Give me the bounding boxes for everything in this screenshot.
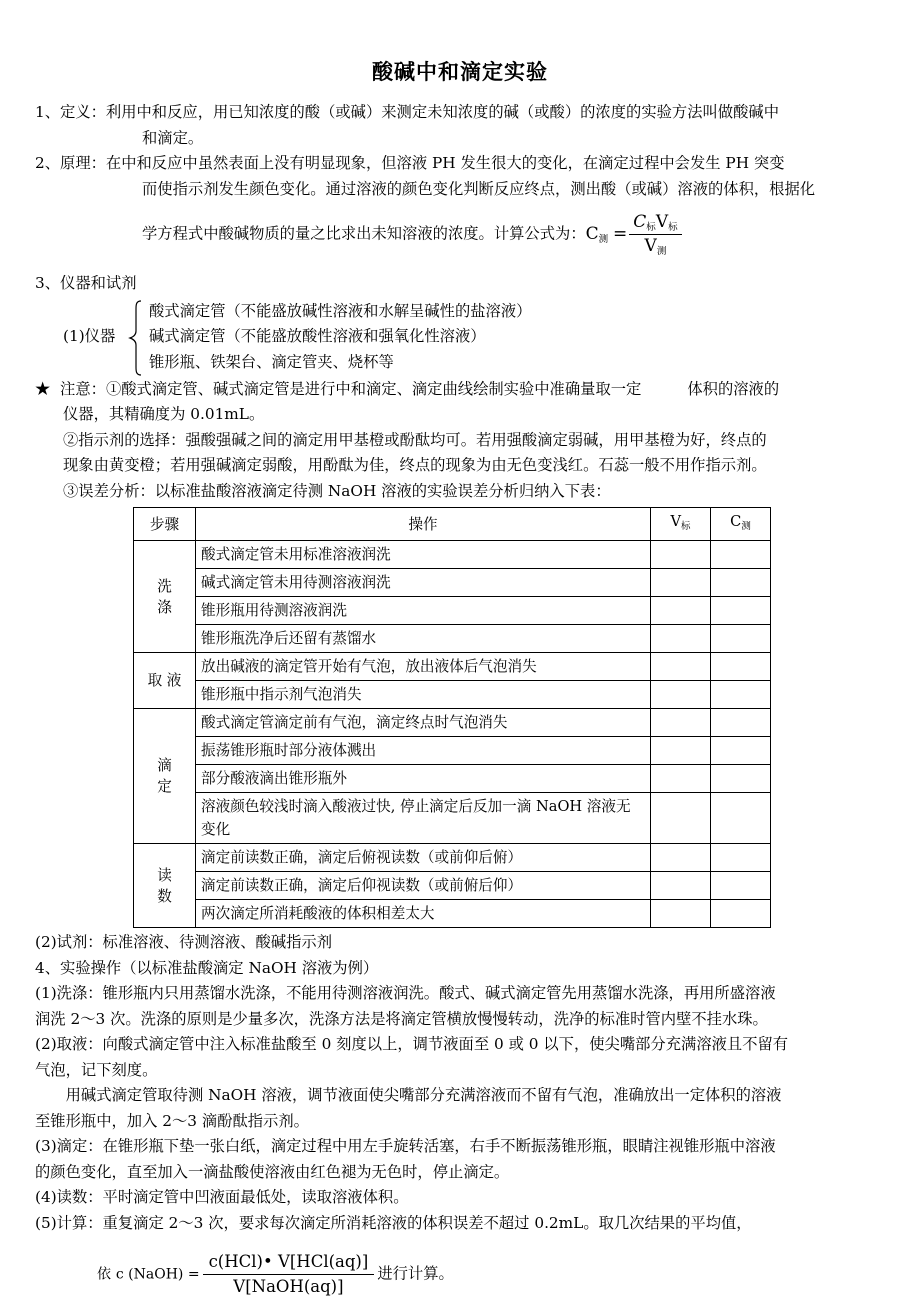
final-formula-prefix: 依 [97,1266,111,1283]
c-value-cell [711,793,771,844]
principle-line-2: 而使指示剂发生颜色变化。通过溶液的颜色变化判断反应终点，测出酸（或碱）溶液的体积，根据化 [142,179,816,198]
error-analysis-table [133,507,771,928]
note-1-text-a: 注意：①酸式滴定管、碱式滴定管是进行中和滴定、滴定曲线绘制实验中准确量取一定 [60,379,642,398]
v-value-cell [651,681,711,709]
final-formula-suffix: 进行计算。 [377,1264,454,1283]
operation-cell: 酸式滴定管未用标准溶液润洗 [196,541,651,569]
table-row [134,569,771,597]
table-row [134,900,771,928]
step-cell-washing: 洗涤 [134,541,196,653]
step-cell-titration: 滴定 [134,709,196,844]
step-sampling-line-2: 气泡，记下刻度。 [35,1060,158,1079]
operation-cell: 部分酸液滴出锥形瓶外 [196,765,651,793]
document-body [0,100,920,1297]
step-sampling-line-1: (2)取液：向酸式滴定管中注入标准盐酸至 0 刻度以上，调节液面至 0 或 0 以下，使尖嘴部分充满溶液且不留有 [35,1035,789,1054]
step-titration-line-1: (3)滴定：在锥形瓶下垫一张白纸，滴定过程中用左手旋转活塞，右手不断振荡锥形瓶，眼睛注视锥形瓶中溶液 [35,1137,776,1156]
note-item-1 [35,377,892,403]
formula-equals: = [613,223,628,244]
table-header-row [134,508,771,541]
step-sampling-line-4: 至锥形瓶中，加入 2～3 滴酚酞指示剂。 [35,1111,309,1130]
step-sampling-line-3: 用碱式滴定管取待测 NaOH 溶液，调节液面使尖嘴部分充满溶液而不留有气泡，准确放出一定体积的溶液 [65,1086,782,1105]
v-value-cell [651,844,711,872]
section-experiment-steps [35,956,892,1297]
c-value-cell [711,653,771,681]
note-item-2-line-1: ②指示剂的选择：强酸强碱之间的滴定用甲基橙或酚酞均可。若用强酸滴定弱碱，用甲基橙为好，终点的 [63,430,767,449]
principle-line-1: 2、原理：在中和反应中虽然表面上没有明显现象，但溶液 PH 发生很大的变化，在滴定过程中会发生 PH 突变 [35,154,785,172]
definition-line-2: 和滴定。 [142,128,204,147]
note-1-text-b: 体积的溶液的 [687,379,780,398]
c-value-cell [711,541,771,569]
apparatus-items-list [144,299,892,376]
left-curly-brace-icon [128,299,144,377]
table-row [134,765,771,793]
definition-line-1: 1、定义：利用中和反应，用已知浓度的酸（或碱）来测定未知浓度的碱（或酸）的浓度的实验方法叫做酸碱中 [35,103,779,121]
apparatus-item-others: 锥形瓶、铁架台、滴定管夹、烧杯等 [149,352,394,371]
operation-cell: 滴定前读数正确，滴定后仰视读数（或前俯后仰） [196,872,651,900]
section-definition [35,100,892,151]
step-titration-line-2: 的颜色变化，直至加入一滴盐酸使溶液由红色褪为无色时，停止滴定。 [35,1162,510,1181]
final-calculation-formula [35,1252,892,1297]
step-cell-reading: 读数 [134,844,196,928]
c-value-cell [711,681,771,709]
apparatus-heading: 3、仪器和试剂 [35,274,137,293]
formula-lhs: $C_测$ [585,223,609,245]
page-title: 酸碱中和滴定实验 [372,59,548,84]
header-step: 步骤 [134,508,196,541]
fraction-denominator: $V_测$ [644,236,667,258]
c-value-cell [711,737,771,765]
operation-cell: 溶液颜色较浅时滴入酸液过快, 停止滴定后反加一滴 NaOH 溶液无变化 [196,793,651,844]
experiment-heading: 4、实验操作（以标准盐酸滴定 NaOH 溶液为例） [35,958,379,977]
v-value-cell [651,765,711,793]
c-value-cell [711,900,771,928]
c-value-cell [711,625,771,653]
operation-cell: 滴定前读数正确，滴定后俯视读数（或前仰后俯） [196,844,651,872]
v-value-cell [651,541,711,569]
final-denominator: V[NaOH(aq)] [233,1277,344,1297]
table-row [134,541,771,569]
apparatus-item-base-burette: 碱式滴定管（不能盛放酸性溶液和强氧化性溶液） [149,327,486,346]
final-formula-fraction [203,1252,375,1297]
c-value-cell [711,597,771,625]
v-value-cell [651,569,711,597]
table-row [134,597,771,625]
v-value-cell [651,872,711,900]
table-row [134,737,771,765]
c-value-cell [711,709,771,737]
table-row [134,709,771,737]
apparatus-item-acid-burette: 酸式滴定管（不能盛放碱性溶液和水解呈碱性的盐溶液） [149,301,532,320]
v-value-cell [651,793,711,844]
operation-cell: 酸式滴定管滴定前有气泡，滴定终点时气泡消失 [196,709,651,737]
step-reading: (4)读数：平时滴定管中凹液面最低处，读取溶液体积。 [35,1188,409,1207]
apparatus-label: (1)仪器 [63,326,116,345]
reagent-line: (2)试剂：标准溶液、待测溶液、酸碱指示剂 [35,933,333,952]
c-value-cell [711,872,771,900]
header-c-measured: C测 [711,508,771,541]
concentration-formula-line [35,212,892,257]
note-item-3: ③误差分析：以标准盐酸溶液滴定待测 NaOH 溶液的实验误差分析归纳入下表： [63,481,611,500]
c-value-cell [711,844,771,872]
table-row [134,681,771,709]
section-apparatus-reagents [35,271,892,504]
v-value-cell [651,597,711,625]
v-value-cell [651,709,711,737]
table-row [134,625,771,653]
formula-lead-text: 学方程式中酸碱物质的量之比求出未知溶液的浓度。计算公式为： [142,224,586,243]
v-value-cell [651,653,711,681]
note-item-2-line-2: 现象由黄变橙；若用强碱滴定弱酸，用酚酞为佳，终点的现象为由无色变浅红。石蕊一般不用作指示剂。 [63,456,767,475]
final-numerator: c(HCl)• V[HCl(aq)] [203,1252,375,1275]
step-cell-sampling: 取 液 [134,653,196,709]
error-analysis-table-wrapper [35,507,892,928]
table-row [134,872,771,900]
note-1-continued: 仪器，其精确度为 0.01mL。 [63,405,265,424]
step-washing-line-2: 润洗 2～3 次。洗涤的原则是少量多次，洗涤方法是将滴定管横放慢慢转动，洗净的标准时管内壁不挂水珠。 [35,1009,768,1028]
c-value-cell [711,569,771,597]
operation-cell: 锥形瓶洗净后还留有蒸馏水 [196,625,651,653]
step-calculation: (5)计算：重复滴定 2～3 次，要求每次滴定所消耗溶液的体积误差不超过 0.2mL。取几次结果的平均值， [35,1213,752,1232]
fraction-numerator: $C_标V_标$ [629,212,681,235]
final-formula-lhs: c (NaOH) = [115,1266,200,1283]
step-washing-line-1: (1)洗涤：锥形瓶内只用蒸馏水洗涤，不能用待测溶液润洗。酸式、碱式滴定管先用蒸馏水洗涤，再用所盛溶液 [35,984,776,1003]
c-value-cell [711,765,771,793]
operation-cell: 两次滴定所消耗酸液的体积相差太大 [196,900,651,928]
table-row [134,844,771,872]
table-row [134,653,771,681]
operation-cell: 放出碱液的滴定管开始有气泡，放出液体后气泡消失 [196,653,651,681]
operation-cell: 锥形瓶用待测溶液润洗 [196,597,651,625]
operation-cell: 锥形瓶中指示剂气泡消失 [196,681,651,709]
header-operation: 操作 [196,508,651,541]
apparatus-brace-block [35,299,892,377]
v-value-cell [651,737,711,765]
section-principle [35,151,892,257]
concentration-formula [585,212,684,258]
header-v-standard: V标 [651,508,711,541]
table-row [134,793,771,844]
formula-fraction [629,212,681,257]
operation-cell: 碱式滴定管未用待测溶液润洗 [196,569,651,597]
operation-cell: 振荡锥形瓶时部分液体溅出 [196,737,651,765]
v-value-cell [651,900,711,928]
v-value-cell [651,625,711,653]
star-icon: ★ [35,379,51,398]
